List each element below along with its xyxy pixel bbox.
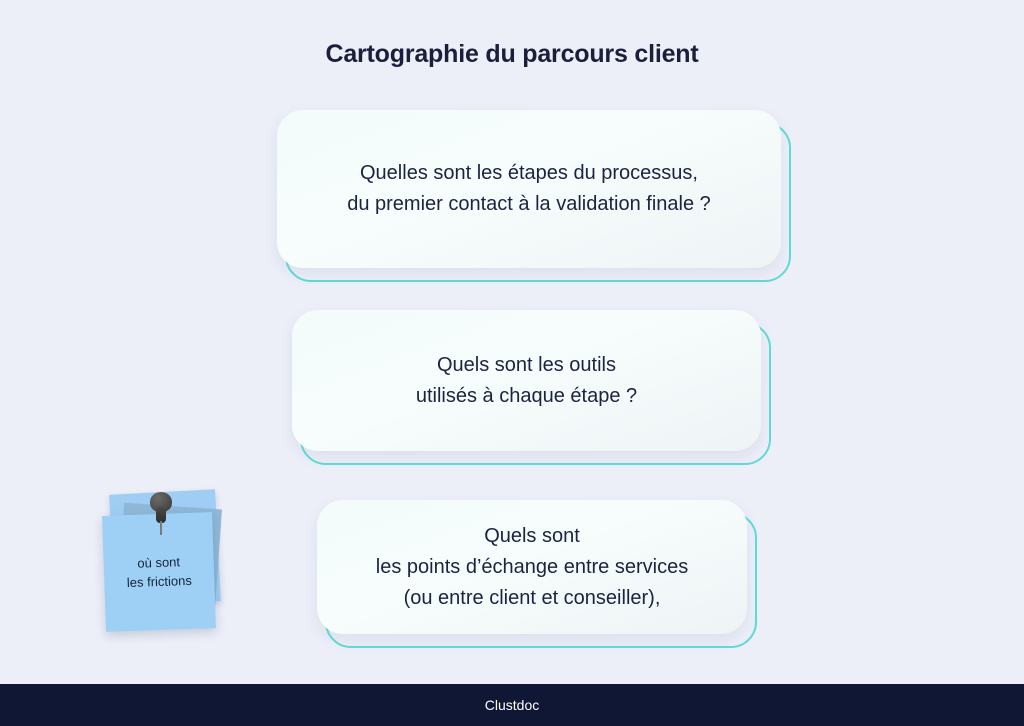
card-face (277, 110, 781, 268)
sticky-note-text: où sont les frictions (126, 554, 193, 591)
push-pin-icon (144, 492, 178, 538)
card-text: Quels sont les points d’échange entre services (ou entre client et conseiller), (375, 524, 689, 609)
footer-bar (0, 684, 1024, 726)
card-face (292, 310, 761, 451)
card-text: Quels sont les outils utilisés à chaque étape ? (415, 353, 638, 407)
question-card-1 (277, 110, 791, 282)
card-face (317, 500, 747, 634)
footer-brand: Clustdoc (484, 697, 540, 713)
question-card-3 (317, 500, 757, 648)
card-text: Quelles sont les étapes du processus, du premier contact à la validation finale ? (347, 162, 711, 215)
push-pin-needle (160, 521, 162, 535)
question-card-2 (292, 310, 771, 465)
page-title: Cartographie du parcours client (325, 40, 699, 68)
sticky-note-cluster (86, 492, 246, 644)
